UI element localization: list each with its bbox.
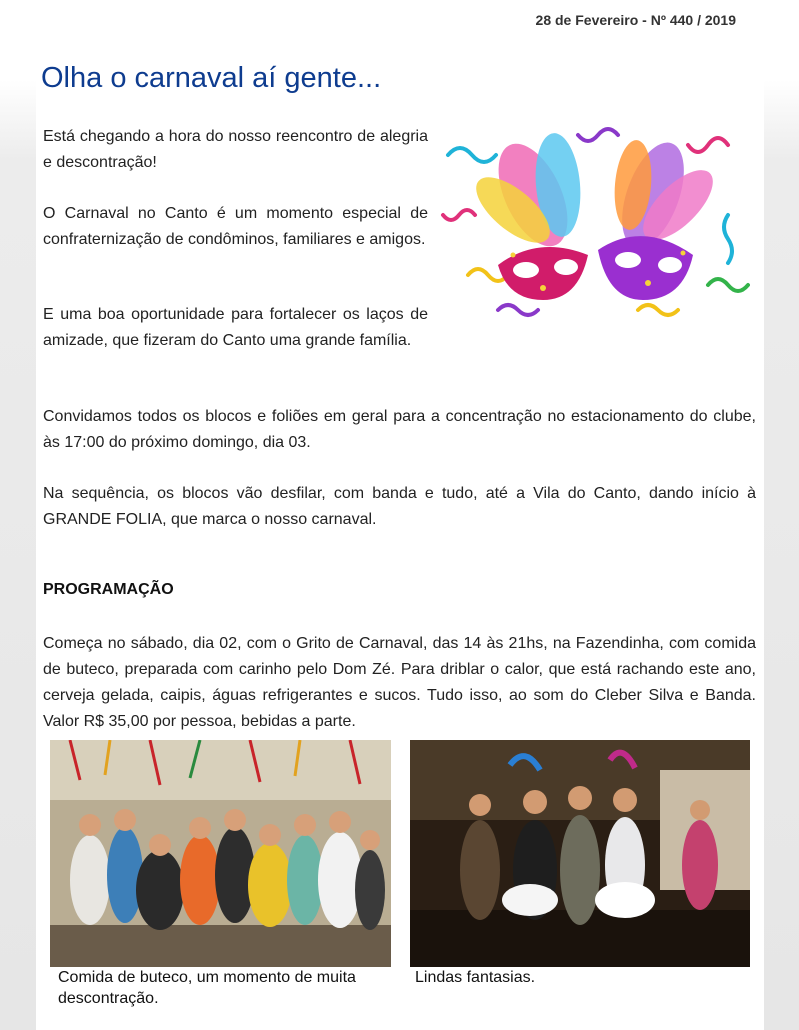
- paragraph-sequencia: Na sequência, os blocos vão desfilar, com banda e tudo, até a Vila do Canto, dando início à GRANDE FOLIA, que marca o nosso carnaval.: [43, 485, 756, 528]
- carnival-masks-image: [438, 125, 750, 330]
- program-heading: PROGRAMAÇÃO: [43, 581, 174, 598]
- group-costume-photo: [50, 740, 391, 967]
- caption-right-photo: Lindas fantasias.: [415, 969, 536, 986]
- caption-left-photo: Comida de buteco, um momento de muita descontração.: [58, 969, 356, 1007]
- paragraph-carnaval-canto: O Carnaval no Canto é um momento especial de confraternização de condôminos, familiares e amigos.: [43, 205, 428, 248]
- paragraph-intro: Está chegando a hora do nosso reencontro de alegria e descontração!: [43, 128, 428, 171]
- paragraph-convite: Convidamos todos os blocos e foliões em geral para a concentração no estacionamento do clube, às 17:00 do próximo domingo, dia 03.: [43, 408, 756, 451]
- paragraph-oportunidade: E uma boa oportunidade para fortalecer os laços de amizade, que fizeram do Canto uma grande família.: [43, 306, 428, 349]
- issue-date-line: 28 de Fevereiro - Nº 440 / 2019: [535, 12, 736, 28]
- paragraph-programacao: Começa no sábado, dia 02, com o Grito de Carnaval, das 14 às 21hs, na Fazendinha, com comida de buteco, preparada com carinho pelo Dom Zé. Para driblar o calor, que está rachando este ano, cerveja gelada, caipis, águas refrigerantes e sucos. Tudo isso, ao som do Cleber Silva e Banda. Valor R$ 35,00 por pessoa, bebidas a parte.: [43, 635, 756, 730]
- article-title: Olha o carnaval aí gente...: [41, 62, 382, 94]
- dancers-costume-photo: [410, 740, 750, 967]
